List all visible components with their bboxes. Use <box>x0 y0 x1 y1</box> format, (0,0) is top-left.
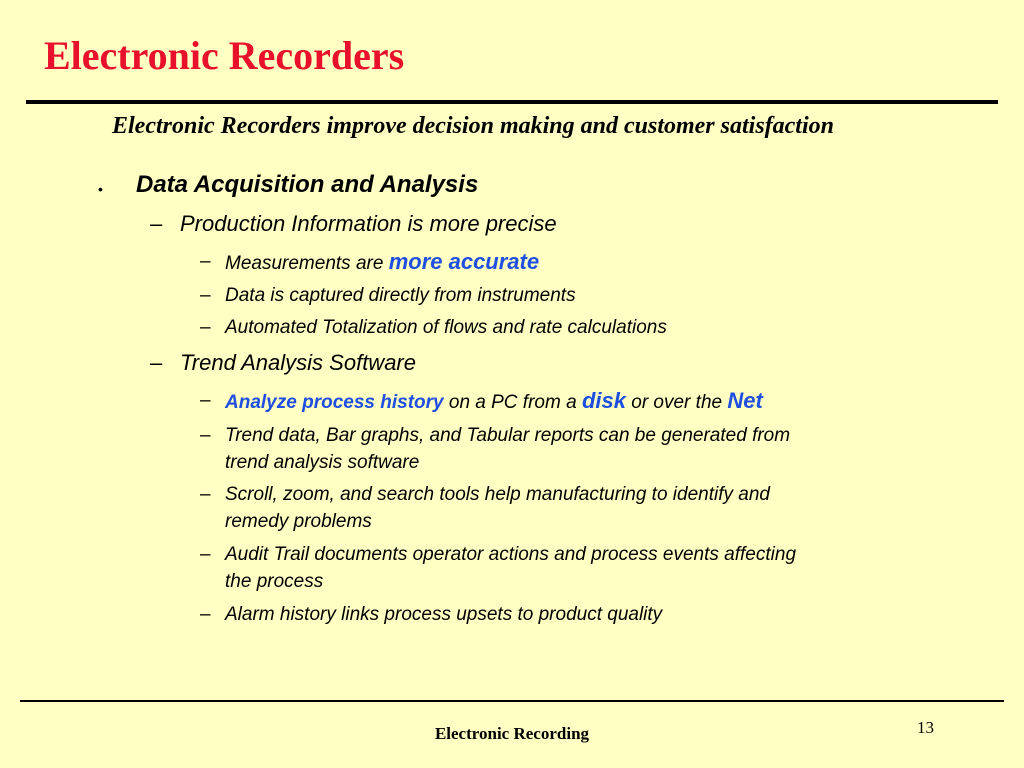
dash-marker: – <box>200 390 211 411</box>
item-scroll-zoom-line2: remedy problems <box>225 511 372 532</box>
item-trend-data-line2: trend analysis software <box>225 452 420 473</box>
dash-marker: – <box>200 604 211 625</box>
highlight-more-accurate: more accurate <box>388 249 540 274</box>
slide-title: Electronic Recorders <box>44 33 405 78</box>
item-trend-data-line1: Trend data, Bar graphs, and Tabular reports can be generated from <box>225 425 791 446</box>
dash-marker: – <box>200 484 211 505</box>
item-analyze-history <box>225 387 763 416</box>
dash-marker: – <box>200 425 211 446</box>
highlight-net: Net <box>727 388 763 413</box>
subbullet-production-info: Production Information is more precise <box>180 211 557 236</box>
footer-divider <box>20 700 1004 702</box>
page-number: 13 <box>917 718 934 737</box>
dash-marker: – <box>200 285 211 306</box>
footer-label: Electronic Recording <box>434 724 590 743</box>
slide-subtitle: Electronic Recorders improve decision making and customer satisfaction <box>112 113 834 139</box>
item-audit-trail-line1: Audit Trail documents operator actions and process events affecting <box>225 544 797 565</box>
dash-marker: – <box>150 211 163 236</box>
dash-marker: – <box>150 350 163 375</box>
item-measurements-text: Measurements are <box>225 253 389 274</box>
item-data-captured: Data is captured directly from instruments <box>225 285 576 306</box>
bullet-data-acquisition: Data Acquisition and Analysis <box>136 171 479 198</box>
item-analyze-text-2: or over the <box>625 392 728 413</box>
bullet-marker: • <box>98 181 103 197</box>
title-divider <box>26 100 998 104</box>
dash-marker: – <box>200 544 211 565</box>
item-analyze-text-1: on a PC from a <box>443 392 582 413</box>
item-alarm-history: Alarm history links process upsets to product quality <box>225 604 663 625</box>
dash-marker: – <box>200 251 211 272</box>
item-automated-totalization: Automated Totalization of flows and rate calculations <box>225 317 667 338</box>
highlight-disk: disk <box>581 388 626 413</box>
item-measurements <box>225 248 539 277</box>
subbullet-trend-analysis: Trend Analysis Software <box>180 350 416 375</box>
item-audit-trail-line2: the process <box>225 571 324 592</box>
highlight-analyze-process-history: Analyze process history <box>225 392 444 413</box>
item-scroll-zoom-line1: Scroll, zoom, and search tools help manufacturing to identify and <box>225 484 770 505</box>
dash-marker: – <box>200 317 211 338</box>
